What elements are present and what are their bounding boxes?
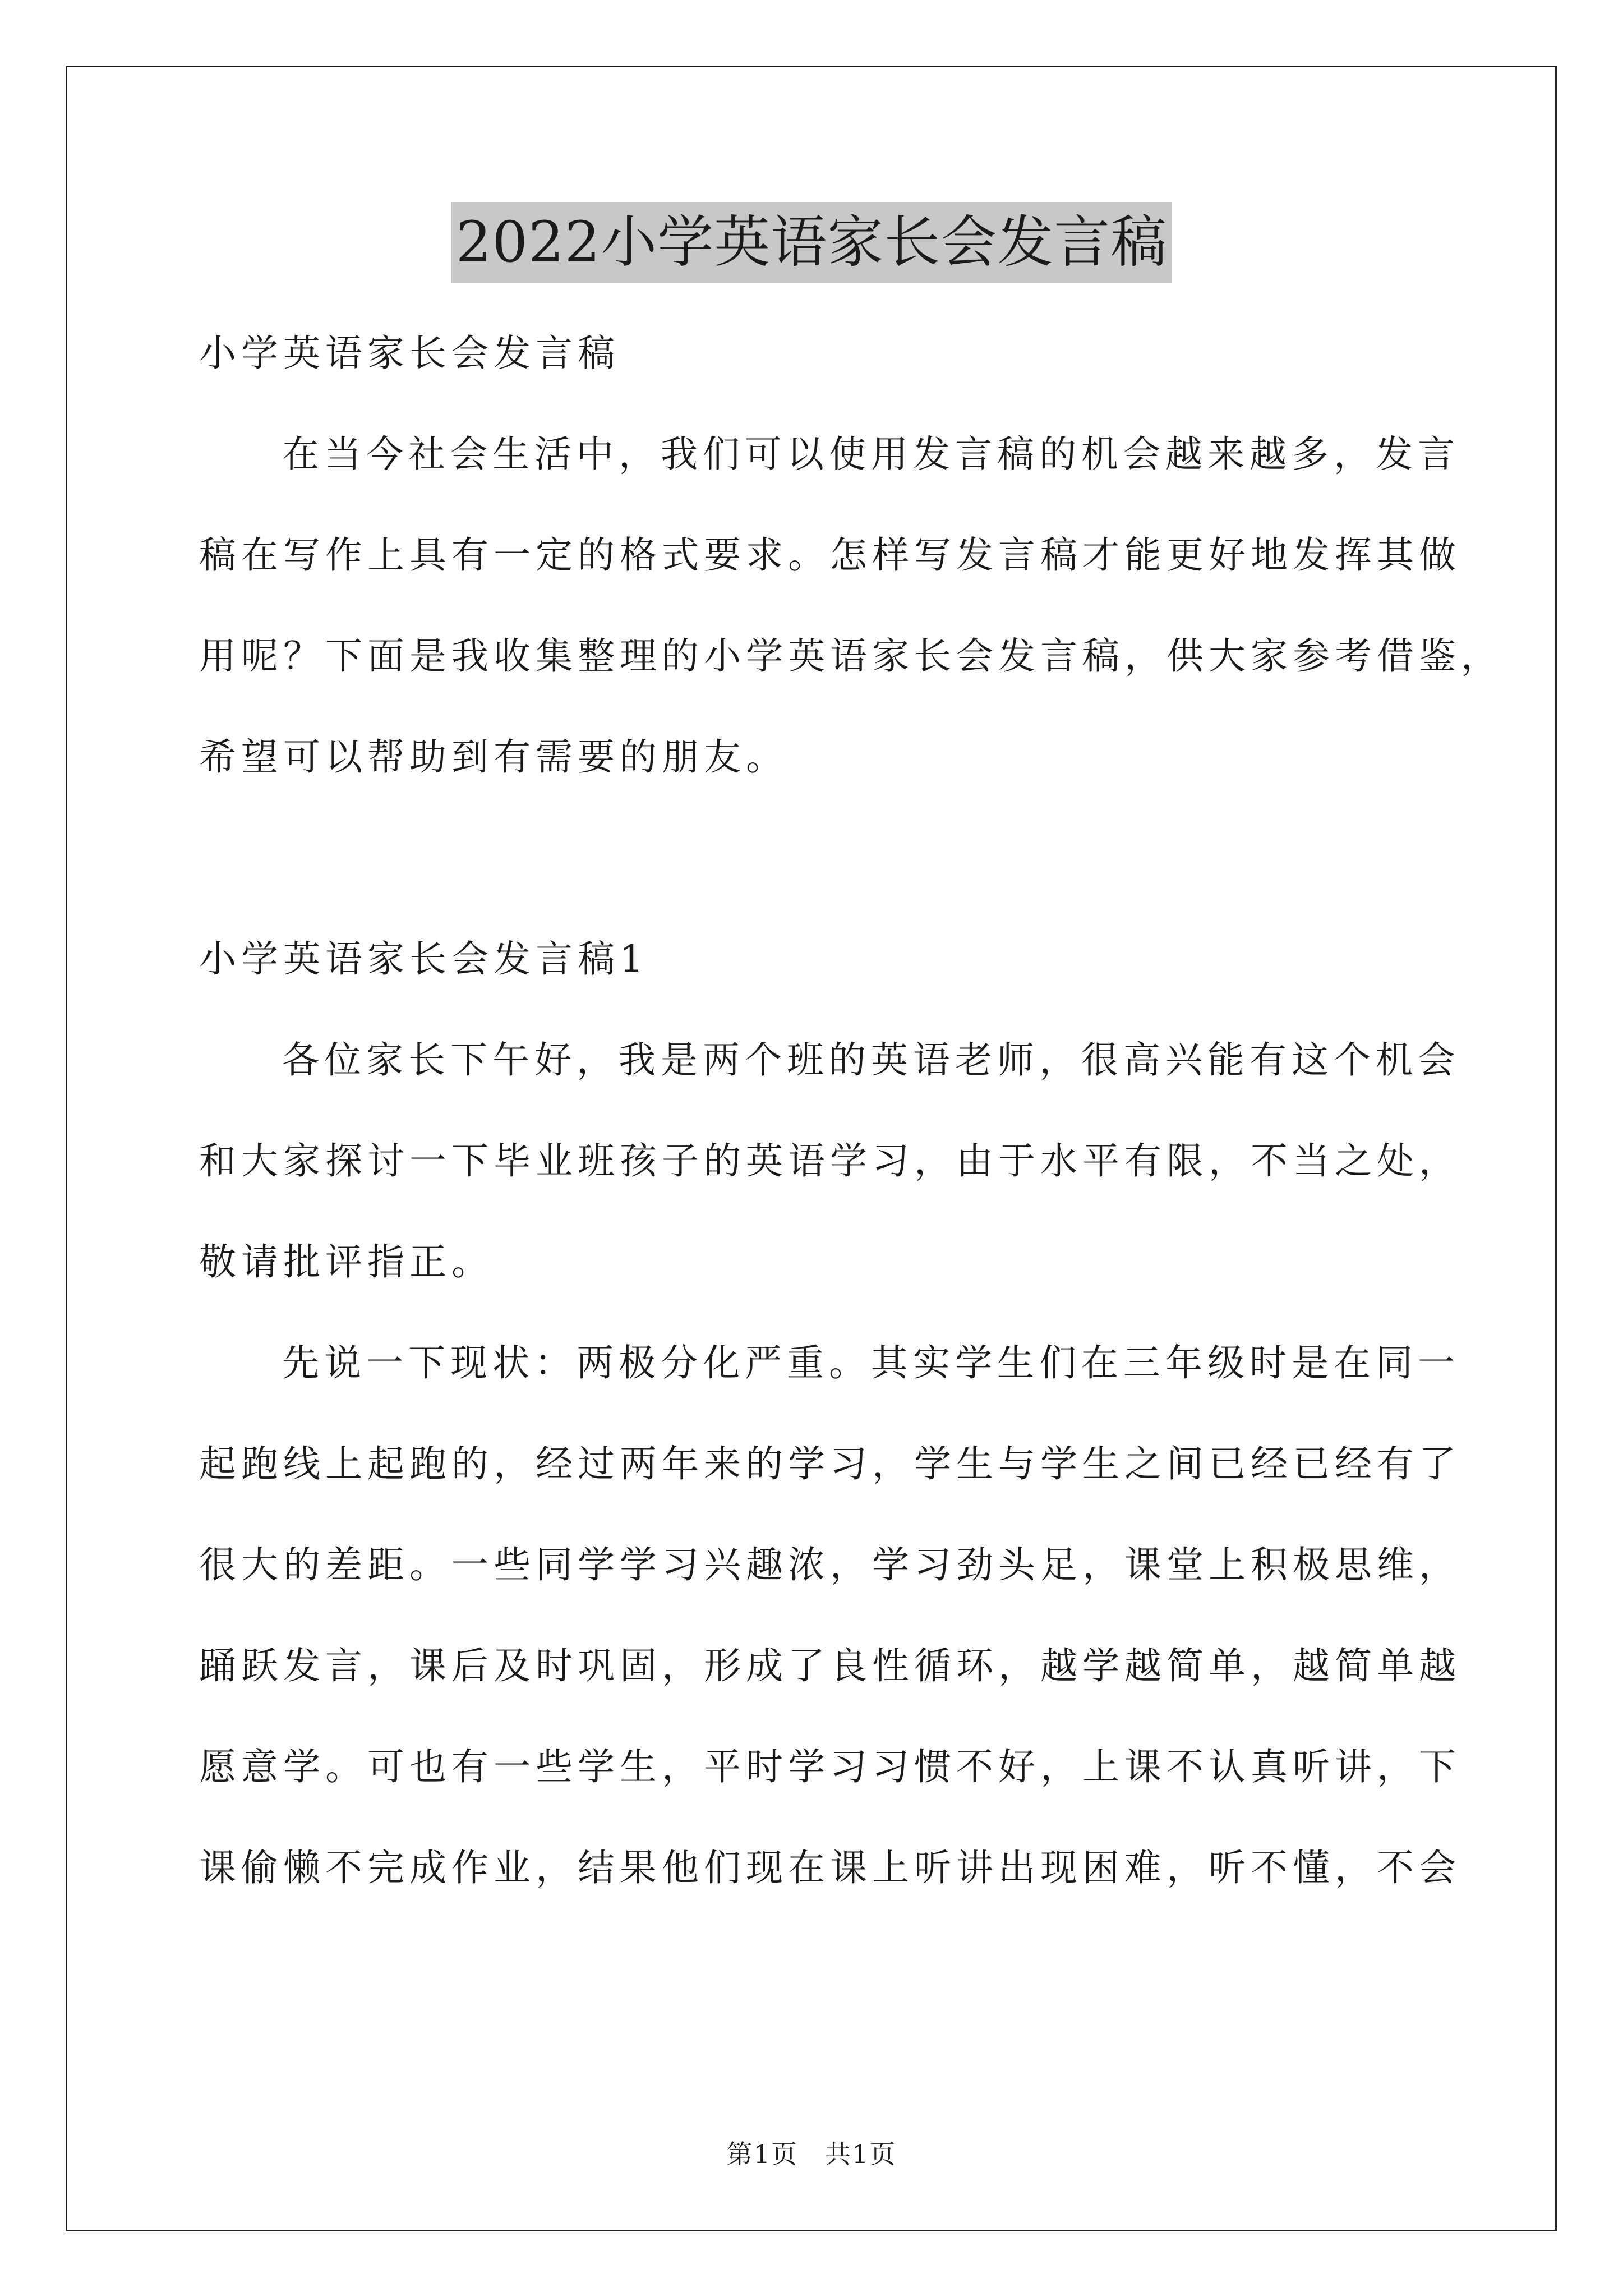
- intro-line: 希望可以帮助到有需要的朋友。: [199, 735, 788, 779]
- section-gap: [199, 808, 1433, 909]
- section1-heading: 小学英语家长会发言稿1: [199, 937, 648, 981]
- intro-heading: 小学英语家长会发言稿: [199, 332, 620, 375]
- paragraph-line: 踊跃发言，课后及时巩固，形成了良性循环，越学越简单，越简单越: [199, 1644, 1461, 1687]
- paragraph-line: 和大家探讨一下毕业班孩子的英语学习，由于水平有限，不当之处，: [199, 1139, 1461, 1182]
- title-container: [0, 202, 1623, 283]
- paragraph-line: 敬请批评指正。: [199, 1240, 494, 1283]
- document-body: [199, 303, 1503, 1918]
- paragraph-line: 很大的差距。一些同学学习兴趣浓，学习劲头足，课堂上积极思维，: [199, 1543, 1461, 1586]
- intro-line: 用呢？下面是我收集整理的小学英语家长会发言稿，供大家参考借鉴，: [199, 634, 1503, 678]
- paragraph-line: 愿意学。可也有一些学生，平时学习习惯不好，上课不认真听讲，下: [199, 1745, 1461, 1788]
- paragraph-line: 起跑线上起跑的，经过两年来的学习，学生与学生之间已经已经有了: [199, 1442, 1461, 1485]
- document-title: 2022小学英语家长会发言稿: [451, 202, 1172, 283]
- paragraph-line: 先说一下现状：两极分化严重。其实学生们在三年级时是在同一: [282, 1341, 1460, 1384]
- intro-line: 稿在写作上具有一定的格式要求。怎样写发言稿才能更好地发挥其做: [199, 533, 1461, 577]
- intro-line: 在当今社会生活中，我们可以使用发言稿的机会越来越多，发言: [282, 432, 1460, 476]
- paragraph-line: 课偷懒不完成作业，结果他们现在课上听讲出现困难，听不懂，不会: [199, 1846, 1461, 1889]
- paragraph-line: 各位家长下午好，我是两个班的英语老师，很高兴能有这个机会: [282, 1038, 1460, 1082]
- page-footer: 第1页 共1页: [726, 2139, 897, 2169]
